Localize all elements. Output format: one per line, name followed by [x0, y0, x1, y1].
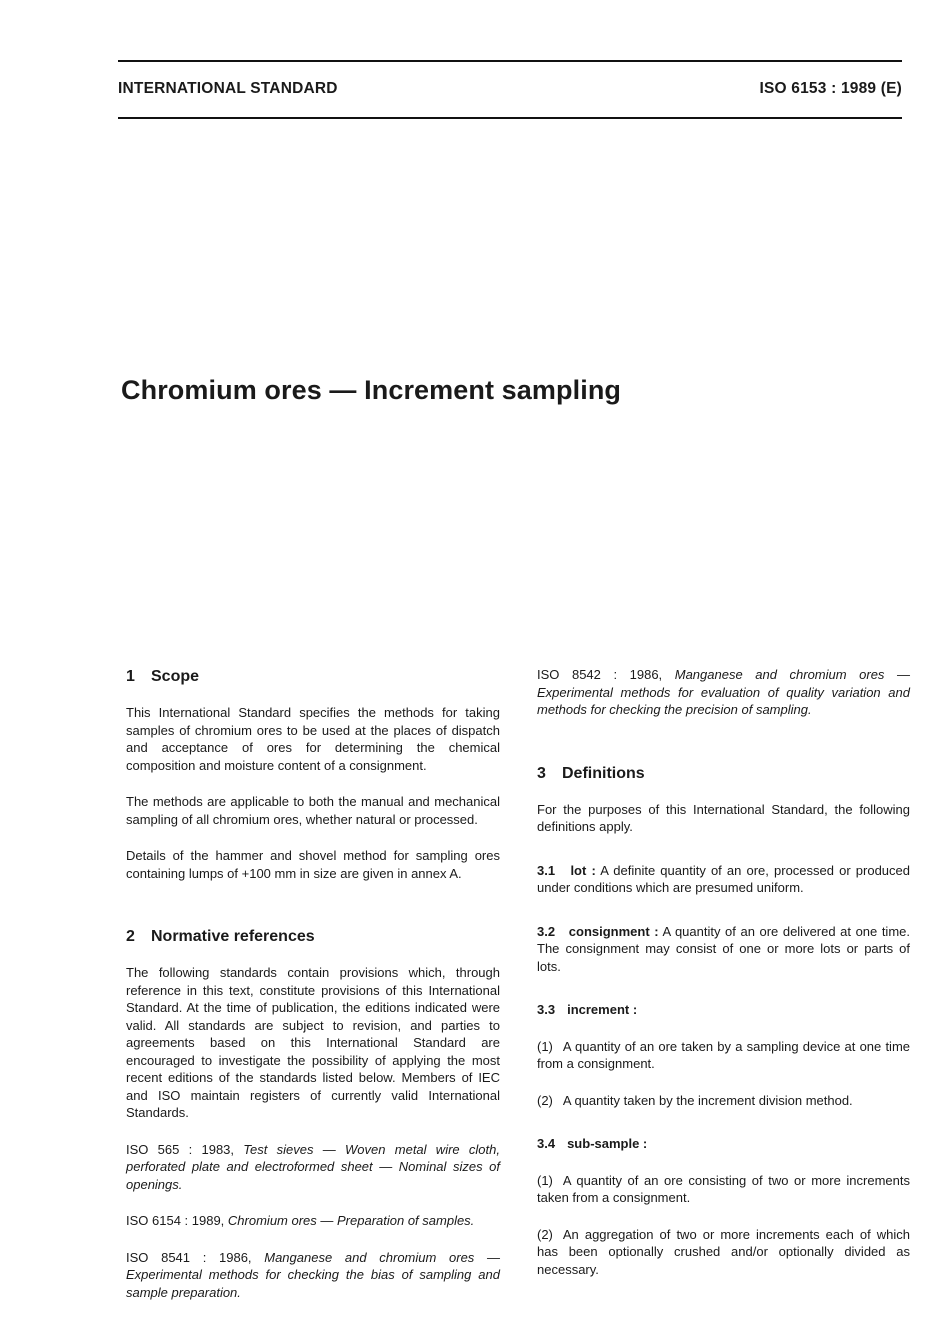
left-column: [126, 666, 500, 1301]
reference-entry: [126, 1249, 500, 1302]
definition-subsample-heading: [537, 1135, 910, 1153]
meaning-label: (2): [537, 1226, 553, 1242]
normative-references-intro: The following standards contain provisions which, through reference in this text, constitute provisions of this International Standard. At the time of publication, the editions indicated were valid. All standards are subject to revision, and parties to agreements based on this International Standard are encouraged to investigate the possibility of applying the most recent editions of the standards listed below. Members of IEC and ISO maintain registers of currently valid International Standards.: [126, 965, 500, 1120]
section-number: 2: [126, 928, 135, 945]
meaning-text: A quantity of an ore taken by a sampling device at one time from a consignment.: [537, 1038, 910, 1071]
meaning-label: (1): [537, 1172, 553, 1188]
meaning-text: A quantity of an ore consisting of two or more increments taken from a consignment.: [537, 1172, 910, 1205]
meaning-text: An aggregation of two or more increments each of which has been optionally crushed and/or optionally divided as necessary.: [537, 1226, 910, 1277]
definition-lot: [537, 862, 910, 897]
scope-paragraph: The methods are applicable to both the manual and mechanical sampling of all chromium ores, whether natural or processed.: [126, 794, 500, 827]
scope-paragraph: Details of the hammer and shovel method for sampling ores containing lumps of +100 mm in size are given in annex A.: [126, 848, 500, 881]
meaning-label: (1): [537, 1038, 553, 1054]
section-number: 3: [537, 764, 546, 782]
section-title: Definitions: [562, 764, 645, 782]
reference-entry: [126, 1212, 500, 1230]
right-column: [537, 666, 910, 1278]
reference-code: ISO 8542 : 1986,: [537, 667, 663, 682]
increment-meaning: [537, 1092, 910, 1110]
reference-title: Manganese and chromium ores — Experimental methods for checking the bias of sampling and sample preparation.: [126, 1249, 501, 1300]
section-number: 1: [126, 668, 135, 685]
definition-increment-heading: [537, 1001, 910, 1019]
reference-code: ISO 565 : 1983,: [126, 1141, 235, 1157]
definition-number: 3.2: [537, 923, 556, 939]
definition-term: lot :: [570, 862, 596, 878]
definition-text: A quantity of an ore delivered at one time. The consignment may consist of one or more lots or parts of lots.: [537, 923, 910, 974]
reference-entry: [537, 666, 910, 719]
definition-number: 3.4: [537, 1136, 556, 1151]
reference-code: ISO 6154 : 1989,: [126, 1213, 225, 1228]
subsample-meaning: [537, 1226, 910, 1279]
definition-term: consignment :: [568, 923, 659, 939]
reference-title: Chromium ores — Preparation of samples.: [227, 1213, 475, 1228]
standard-number-label: ISO 6153 : 1989 (E): [759, 80, 902, 97]
document-title: Chromium ores — Increment sampling: [121, 375, 621, 405]
definition-term: increment :: [567, 1002, 638, 1017]
increment-meaning: [537, 1038, 910, 1073]
section-title: Normative references: [151, 928, 315, 945]
header-top-rule: [118, 60, 902, 62]
reference-code: ISO 8541 : 1986,: [126, 1249, 252, 1265]
section-scope-heading: [126, 666, 500, 688]
definition-text: A definite quantity of an ore, processed or produced under conditions which are presumed uniform.: [537, 862, 910, 895]
definition-consignment: [537, 923, 910, 976]
subsample-meaning: [537, 1172, 910, 1207]
section-title: Scope: [151, 668, 200, 685]
section-definitions-heading: [537, 763, 910, 785]
definition-number: 3.1: [537, 862, 556, 878]
meaning-text: A quantity taken by the increment division method.: [562, 1092, 853, 1108]
scope-paragraph: This International Standard specifies the methods for taking samples of chromium ores to be used at the places of dispatch and acceptance of ores for determining the chemical composition and moisture content of a consignment.: [126, 705, 500, 773]
reference-title: Manganese and chromium ores — Experimental methods for evaluation of quality variation and methods for checking the precision of sampling.: [537, 667, 911, 717]
header-bottom-rule: [118, 117, 902, 119]
section-normative-references-heading: [126, 926, 500, 948]
definition-number: 3.3: [537, 1002, 556, 1017]
reference-title: Test sieves — Woven metal wire cloth, perforated plate and electroformed sheet — Nominal sizes of openings.: [126, 1141, 500, 1192]
definition-term: sub-sample :: [567, 1136, 648, 1151]
definitions-intro: For the purposes of this International Standard, the following definitions apply.: [537, 801, 910, 834]
meaning-label: (2): [537, 1092, 553, 1108]
reference-entry: [126, 1141, 500, 1194]
document-type-label: INTERNATIONAL STANDARD: [118, 80, 338, 97]
